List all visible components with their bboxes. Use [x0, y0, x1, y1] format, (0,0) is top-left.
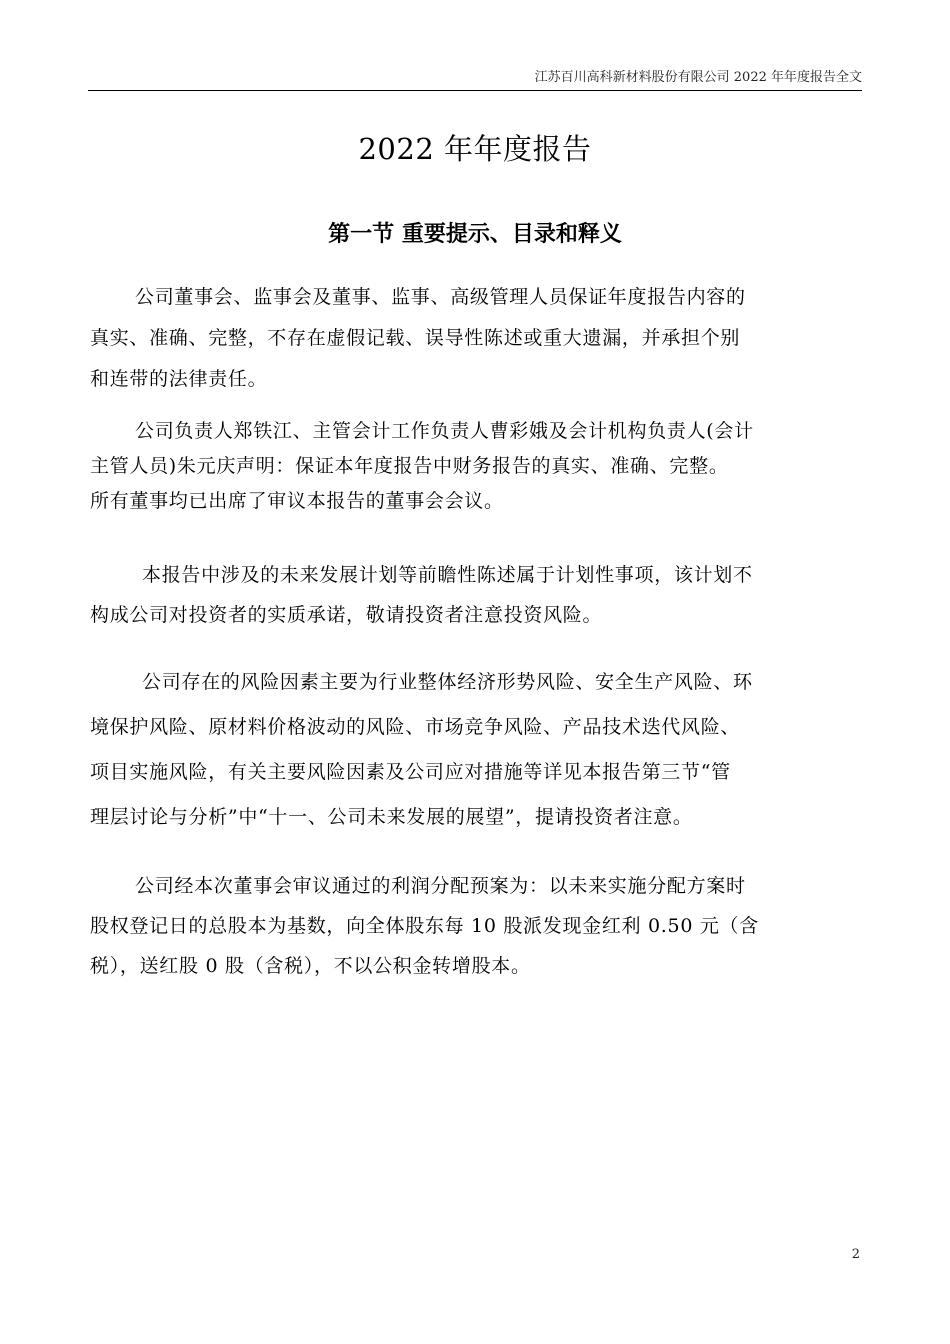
paragraph-line: 本报告中涉及的未来发展计划等前瞻性陈述属于计划性事项，该计划不	[142, 564, 753, 586]
paragraph-responsibility-statement	[90, 277, 848, 400]
paragraph-line: 构成公司对投资者的实质承诺，敬请投资者注意投资风险。	[90, 604, 603, 626]
paragraph-risk-factors	[90, 660, 848, 840]
paragraph-line: 公司董事会、监事会及董事、监事、高级管理人员保证年度报告内容的	[135, 286, 746, 308]
paragraph-line: 和连带的法律责任。	[90, 368, 268, 390]
section-heading: 第一节 重要提示、目录和释义	[328, 221, 622, 248]
report-title: 2022 年年度报告	[358, 132, 592, 167]
paragraph-line: 公司负责人郑铁江、主管会计工作负责人曹彩娥及会计机构负责人(会计	[135, 420, 754, 442]
page-number: 2	[851, 1247, 860, 1262]
paragraph-line: 公司存在的风险因素主要为行业整体经济形势风险、安全生产风险、环	[142, 671, 753, 693]
paragraph-line: 税），送红股 0 股（含税），不以公积金转增股本。	[90, 955, 531, 977]
paragraph-management-declaration	[90, 414, 848, 519]
paragraph-line: 所有董事均已出席了审议本报告的董事会会议。	[90, 490, 504, 512]
paragraph-line: 理层讨论与分析”中“十一、公司未来发展的展望”，提请投资者注意。	[90, 806, 693, 828]
paragraph-line: 公司经本次董事会审议通过的利润分配预案为：以未来实施分配方案时	[135, 875, 746, 897]
paragraph-line: 境保护风险、原材料价格波动的风险、市场竞争风险、产品技术迭代风险、	[90, 716, 741, 738]
paragraph-forward-looking	[90, 555, 848, 635]
paragraph-profit-distribution	[90, 866, 848, 986]
page-header	[88, 66, 862, 91]
running-title: 江苏百川高科新材料股份有限公司 2022 年年度报告全文	[534, 70, 862, 85]
paragraph-line: 股权登记日的总股本为基数，向全体股东每 10 股派发现金红利 0.50 元（含	[90, 915, 759, 937]
paragraph-line: 真实、准确、完整，不存在虚假记载、误导性陈述或重大遗漏，并承担个别	[90, 327, 741, 349]
paragraph-line: 主管人员)朱元庆声明：保证本年度报告中财务报告的真实、准确、完整。	[90, 455, 729, 477]
paragraph-line: 项目实施风险，有关主要风险因素及公司应对措施等详见本报告第三节“管	[90, 761, 731, 783]
